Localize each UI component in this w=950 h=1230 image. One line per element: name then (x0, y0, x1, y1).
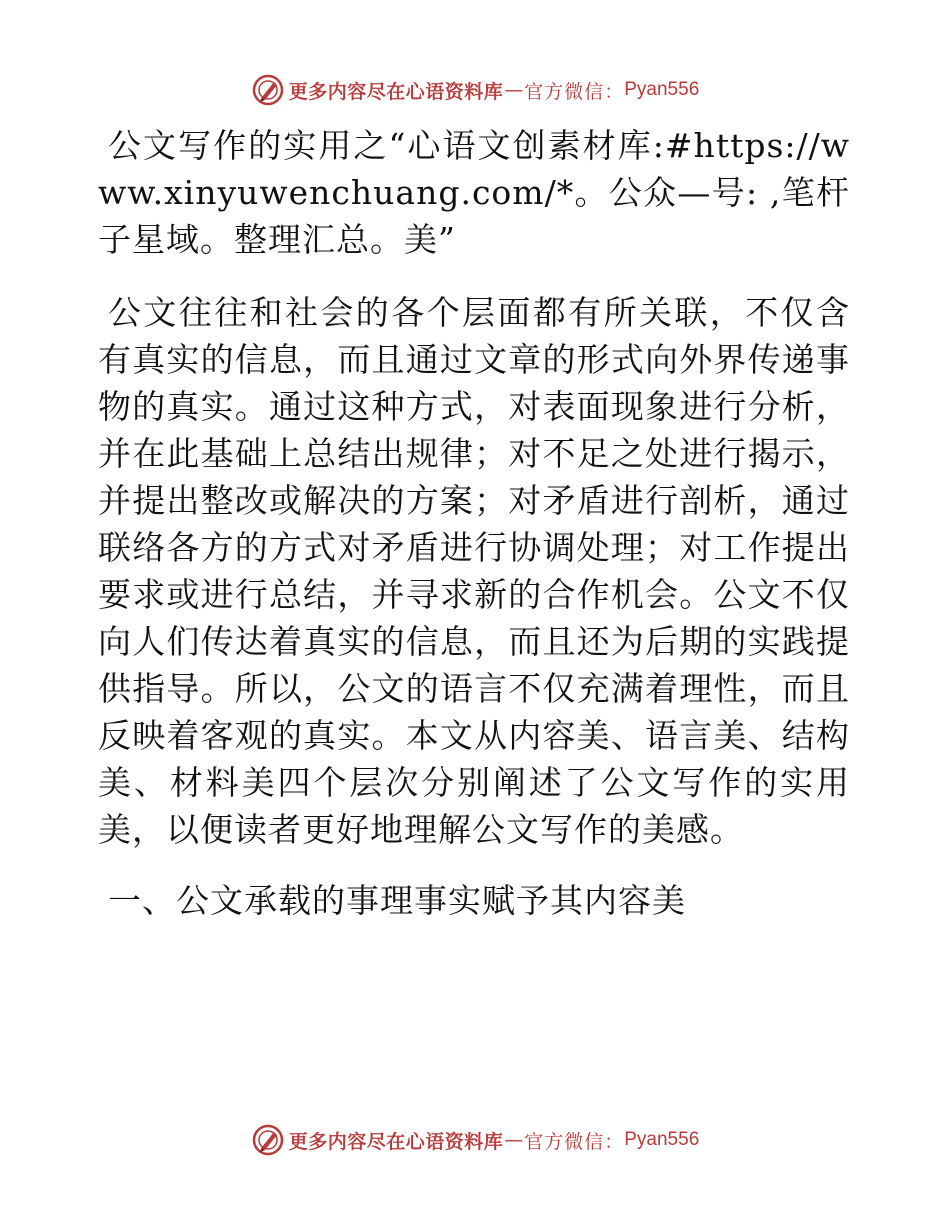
document-body (98, 122, 850, 924)
title-paragraph: 公文写作的实用之“心语文创素材库:#https://www.xinyuwenchuang.com/*。公众—号: ,笔杆子星域。整理汇总。美” (98, 126, 850, 259)
section-heading: 一、公文承载的事理事实赋予其内容美 (108, 881, 686, 920)
banner-dash: — (504, 79, 524, 101)
banner-wechat-id: Pyan556 (624, 79, 700, 100)
body-paragraph: 公文往往和社会的各个层面都有所关联，不仅含有真实的信息，而且通过文章的形式向外界传递事物的真实。通过这种方式，对表面现象进行分析，并在此基础上总结出规律；对不足之处进行揭示，并提出整改或解决的方案；对矛盾进行剖析，通过联络各方的方式对矛盾进行协调处理；对工作提出要求或进行总结，并寻求新的合作机会。公文不仅向人们传达着真实的信息，而且还为后期的实践提供指导。所以，公文的语言不仅充满着理性，而且反映着客观的真实。本文从内容美、语言美、结构美、材料美四个层次分别阐述了公文写作的实用美，以便读者更好地理解公文写作的美感。 (98, 293, 850, 849)
banner-dash: — (504, 1129, 524, 1151)
footer-banner (0, 1120, 950, 1160)
banner-wechat-id: Pyan556 (624, 1129, 700, 1150)
pen-logo-icon (251, 73, 285, 107)
banner-official-label: 官方微信： (524, 1130, 625, 1153)
header-banner (0, 70, 950, 110)
banner-main-text: 更多内容尽在心语资料库 (288, 1130, 504, 1153)
banner-main-text: 更多内容尽在心语资料库 (288, 80, 504, 103)
banner-official-label: 官方微信： (524, 80, 625, 103)
pen-logo-icon (251, 1123, 285, 1157)
